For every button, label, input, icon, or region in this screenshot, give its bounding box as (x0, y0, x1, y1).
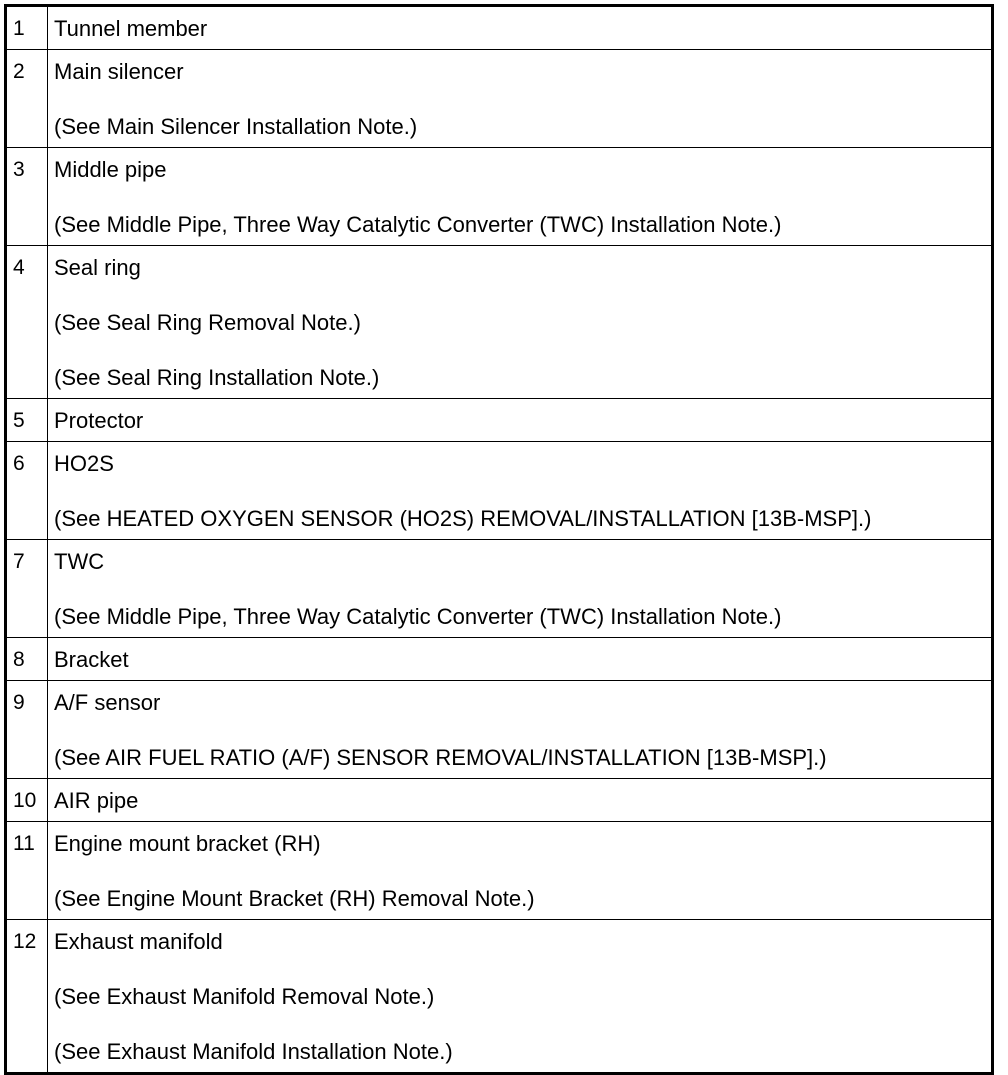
item-description (48, 920, 993, 1074)
item-description (48, 638, 993, 681)
part-name: TWC (54, 549, 105, 574)
reference-note: (See Seal Ring Removal Note.) (54, 310, 361, 335)
item-number: 8 (6, 638, 48, 681)
reference-note: (See Main Silencer Installation Note.) (54, 114, 418, 139)
reference-note: (See HEATED OXYGEN SENSOR (HO2S) REMOVAL/INSTALLATION [13B-MSP].) (54, 506, 872, 531)
reference-note: (See Engine Mount Bracket (RH) Removal Note.) (54, 886, 535, 911)
item-number: 6 (6, 442, 48, 540)
item-description (48, 399, 993, 442)
table-row (6, 399, 993, 442)
table-row (6, 681, 993, 779)
reference-note: (See Middle Pipe, Three Way Catalytic Converter (TWC) Installation Note.) (54, 212, 782, 237)
part-name: Engine mount bracket (RH) (54, 831, 321, 856)
item-number: 5 (6, 399, 48, 442)
item-description (48, 822, 993, 920)
item-number: 7 (6, 540, 48, 638)
reference-note: (See Exhaust Manifold Removal Note.) (54, 984, 435, 1009)
table-row (6, 6, 993, 50)
item-number: 1 (6, 6, 48, 50)
parts-table (4, 4, 994, 1075)
part-name: Protector (54, 408, 144, 433)
item-number: 10 (6, 779, 48, 822)
item-description (48, 246, 993, 399)
item-description (48, 779, 993, 822)
reference-note: (See Exhaust Manifold Installation Note.) (54, 1039, 453, 1064)
reference-note: (See Seal Ring Installation Note.) (54, 365, 380, 390)
part-name: Main silencer (54, 59, 184, 84)
part-name: A/F sensor (54, 690, 161, 715)
part-name: Tunnel member (54, 16, 208, 41)
part-name: Seal ring (54, 255, 141, 280)
item-description (48, 50, 993, 148)
part-name: Exhaust manifold (54, 929, 223, 954)
part-name: Bracket (54, 647, 129, 672)
item-description (48, 148, 993, 246)
item-number: 3 (6, 148, 48, 246)
part-name: AIR pipe (54, 788, 139, 813)
table-row (6, 638, 993, 681)
part-name: HO2S (54, 451, 114, 476)
table-row (6, 779, 993, 822)
reference-note: (See AIR FUEL RATIO (A/F) SENSOR REMOVAL/INSTALLATION [13B-MSP].) (54, 745, 827, 770)
table-row (6, 50, 993, 148)
table-row (6, 920, 993, 1074)
item-number: 9 (6, 681, 48, 779)
table-row (6, 442, 993, 540)
table-row (6, 540, 993, 638)
table-row (6, 246, 993, 399)
item-description (48, 6, 993, 50)
table-row (6, 822, 993, 920)
table-row (6, 148, 993, 246)
item-description (48, 681, 993, 779)
part-name: Middle pipe (54, 157, 167, 182)
item-number: 12 (6, 920, 48, 1074)
reference-note: (See Middle Pipe, Three Way Catalytic Converter (TWC) Installation Note.) (54, 604, 782, 629)
item-description (48, 442, 993, 540)
item-number: 2 (6, 50, 48, 148)
item-number: 4 (6, 246, 48, 399)
item-number: 11 (6, 822, 48, 920)
parts-table-body (6, 6, 993, 1074)
item-description (48, 540, 993, 638)
